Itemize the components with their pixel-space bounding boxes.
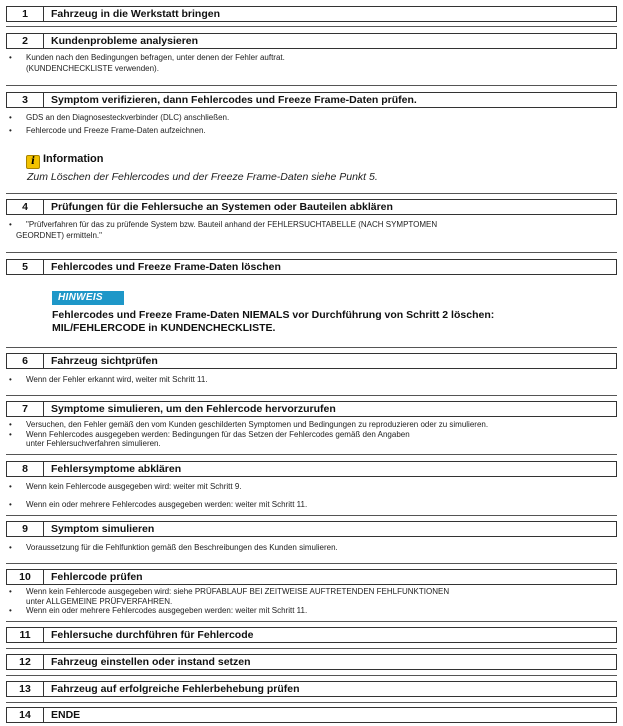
step-title: Fehlersuche durchführen für Fehlercode <box>51 629 254 641</box>
step-body <box>6 113 617 136</box>
step-body <box>6 375 617 386</box>
separator <box>6 85 617 86</box>
notice-text <box>52 309 494 335</box>
step-number: 7 <box>7 402 44 416</box>
step-9 <box>6 521 617 554</box>
separator <box>6 252 617 253</box>
information-heading <box>26 153 104 169</box>
separator <box>6 648 617 649</box>
step-header <box>6 521 617 537</box>
step-title: Fahrzeug auf erfolgreiche Fehlerbehebung prüfen <box>51 683 300 695</box>
separator <box>6 675 617 676</box>
step-title: Symptome simulieren, um den Fehlercode hervorzurufen <box>51 403 336 415</box>
step-number: 11 <box>7 628 44 642</box>
step-title: Fehlercode prüfen <box>51 571 143 583</box>
step-header <box>6 259 617 275</box>
step-number: 4 <box>7 200 44 214</box>
notice-line: MIL/FEHLERCODE in KUNDENCHECKLISTE. <box>52 322 276 334</box>
step-number: 9 <box>7 522 44 536</box>
step-number: 14 <box>7 708 44 722</box>
information-title: Information <box>43 153 104 165</box>
step-header <box>6 199 617 215</box>
bullet-line: • Wenn Fehlercodes ausgegeben werden: Bedingungen für das Setzen der Fehlercodes gemäß den Angaben <box>6 430 617 440</box>
bullet-line: • Wenn kein Fehlercode ausgegeben wird: weiter mit Schritt 9. <box>6 482 617 493</box>
continuation-line: GEORDNET) ermitteln." <box>16 230 102 240</box>
step-5 <box>6 259 617 334</box>
step-11 <box>6 627 617 643</box>
step-2 <box>6 33 617 74</box>
step-header <box>6 461 617 477</box>
step-number: 6 <box>7 354 44 368</box>
step-header <box>6 92 617 108</box>
bullet-line: • Wenn ein oder mehrere Fehlercodes ausgegeben werden: weiter mit Schritt 11. <box>6 500 617 511</box>
step-body <box>6 420 617 449</box>
step-header <box>6 681 617 697</box>
information-text: Zum Löschen der Fehlercodes und der Freeze Frame-Daten siehe Punkt 5. <box>27 171 378 183</box>
bullet-line: • Wenn ein oder mehrere Fehlercodes ausgegeben werden: weiter mit Schritt 11. <box>6 606 617 616</box>
step-6 <box>6 353 617 386</box>
separator <box>6 621 617 622</box>
step-header <box>6 6 617 22</box>
separator <box>6 26 617 27</box>
step-title: Symptom verifizieren, dann Fehlercodes und Freeze Frame-Daten prüfen. <box>51 94 417 106</box>
step-title: Kundenprobleme analysieren <box>51 35 199 47</box>
step-body <box>6 53 617 74</box>
bullet-line: • Voraussetzung für die Fehlfunktion gemäß den Beschreibungen des Kunden simulieren. <box>6 543 617 554</box>
bullet-line: • Wenn der Fehler erkannt wird, weiter mit Schritt 11. <box>6 375 617 386</box>
step-body <box>6 587 617 616</box>
step-7 <box>6 401 617 449</box>
continuation-line: unter ALLGEMEINE PRÜFVERFAHREN. <box>26 596 173 606</box>
step-title: Symptom simulieren <box>51 523 155 535</box>
bullet-line: • GDS an den Diagnosesteckverbinder (DLC) anschließen. <box>6 113 617 124</box>
step-body <box>6 543 617 554</box>
step-number: 5 <box>7 260 44 274</box>
step-1 <box>6 6 617 22</box>
step-header <box>6 401 617 417</box>
bullet-line: • Kunden nach den Bedingungen befragen, unter denen der Fehler auftrat. <box>6 53 617 64</box>
step-title: ENDE <box>51 709 81 721</box>
separator <box>6 347 617 348</box>
separator <box>6 454 617 455</box>
continuation-line: (KUNDENCHECKLISTE verwenden). <box>26 63 159 73</box>
bullet-line: • "Prüfverfahren für das zu prüfende System bzw. Bauteil anhand der FEHLERSUCHTABELLE (NACH SYMPTOMEN <box>6 220 617 231</box>
step-title: Fahrzeug sichtprüfen <box>51 355 158 367</box>
step-title: Fehlercodes und Freeze Frame-Daten löschen <box>51 261 281 273</box>
separator <box>6 702 617 703</box>
step-title: Fahrzeug in die Werkstatt bringen <box>51 8 220 20</box>
step-number: 2 <box>7 34 44 48</box>
information-icon: i <box>26 155 40 169</box>
step-body <box>6 482 617 510</box>
step-number: 1 <box>7 7 44 21</box>
step-title: Fehlersymptome abklären <box>51 463 182 475</box>
step-header <box>6 569 617 585</box>
step-number: 3 <box>7 93 44 107</box>
separator <box>6 193 617 194</box>
bullet-line: • Wenn kein Fehlercode ausgegeben wird: siehe PRÜFABLAUF BEI ZEITWEISE AUFTRETENDEN FEHLFUNKTIONEN <box>6 587 617 597</box>
step-number: 12 <box>7 655 44 669</box>
step-4 <box>6 199 617 241</box>
step-header <box>6 707 617 723</box>
separator <box>6 563 617 564</box>
bullet-line: • Versuchen, den Fehler gemäß den vom Kunden geschilderten Symptomen und Bedingungen zu reproduzieren oder zu simulieren. <box>6 420 617 430</box>
bullet-line: • Fehlercode und Freeze Frame-Daten aufzeichnen. <box>6 126 617 137</box>
step-header <box>6 654 617 670</box>
separator <box>6 395 617 396</box>
step-3 <box>6 92 617 183</box>
step-title: Prüfungen für die Fehlersuche an Systemen oder Bauteilen abklären <box>51 201 393 213</box>
notice-badge: HINWEIS <box>52 291 124 305</box>
step-14 <box>6 707 617 723</box>
step-8 <box>6 461 617 510</box>
step-body <box>6 220 617 241</box>
step-13 <box>6 681 617 697</box>
notice-line: Fehlercodes und Freeze Frame-Daten NIEMALS vor Durchführung von Schritt 2 löschen: <box>52 309 495 321</box>
step-10 <box>6 569 617 616</box>
step-number: 10 <box>7 570 44 584</box>
step-number: 13 <box>7 682 44 696</box>
step-12 <box>6 654 617 670</box>
step-header <box>6 627 617 643</box>
step-header <box>6 33 617 49</box>
step-title: Fahrzeug einstellen oder instand setzen <box>51 656 251 668</box>
step-number: 8 <box>7 462 44 476</box>
step-header <box>6 353 617 369</box>
continuation-line: unter Fehlersuchverfahren simulieren. <box>26 439 161 448</box>
separator <box>6 515 617 516</box>
